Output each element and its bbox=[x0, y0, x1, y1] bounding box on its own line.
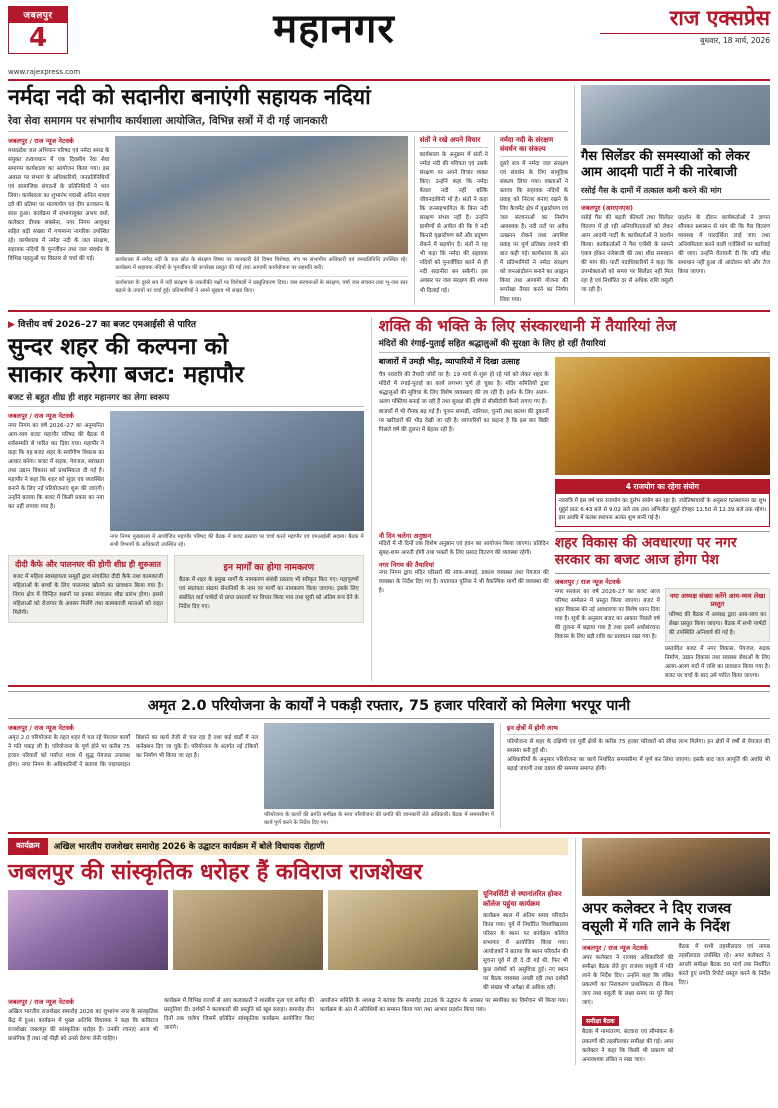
top-right-byline: जबलपुर (आरएनएस) bbox=[581, 203, 633, 212]
collector-text-2: बैठक में नामांतरण, बंटवारा एवं सीमांकन के प्रकरणों की तहसीलवार समीक्षा की गई। अपर कलेक्टर ने कहा कि किसी भी प्रकरण को अनावश्यक लंबित न रखा जाए। bbox=[582, 1029, 674, 1063]
shakti-text-1: चैत्र नवरात्रि की तैयारी जोरों पर है। 19 मार्च से शुरू हो रहे पर्व को लेकर शहर के मंदिरों में रंगाई-पुताई का कार्य लगभग पूर्ण हो चुका है। मंदिर समितियों द्वारा श्रद्धालुओं की सुविधा के लिए विशेष व्यवस्थाएं की जा रही हैं। दर्शन के लिए अलग-अलग पंक्तियां बनाई जा रही हैं तथा सुरक्षा की दृष्टि से सीसीटीवी कैमरे लगाए गए हैं। bbox=[378, 372, 549, 406]
city-tag: जबलपुर bbox=[8, 6, 68, 23]
lead-subhead: रेवा सेवा समागम पर संभागीय कार्यशाला आयोजित, विभिन्न सत्रों में दी गई जानकारी bbox=[8, 114, 568, 132]
lead-caption-1: कार्यशाला में नर्मदा नदी के जल स्रोत के संरक्षण विषय पर जानकारी देते विषय विशेषज्ञ, मंच पर संभागीय अधिकारी एवं जनप्रतिनिधि उपस्थित रहे। कार्यक्रम में सहायक नदियों के पुनर्जीवन की रूपरेखा प्रस्तुत की गई तथा आगामी कार्ययोजना पर सहमति बनी। bbox=[115, 256, 408, 271]
masthead-left bbox=[8, 6, 68, 54]
shakti-infobox-text: नवरात्रि में इस वर्ष चार राजयोग का दुर्लभ संयोग बन रहा है। ज्योतिषाचार्यों के अनुसार घटस्थापना का शुभ मुहूर्त प्रातः 6.43 बजे से 9.02 बजे तक तथा अभिजीत मुहूर्त दोपहर 11.50 से 12.39 बजे तक रहेगा। इस अवधि में कलश स्थापना अत्यंत शुभ मानी गई है। bbox=[558, 497, 766, 522]
budget-col-photo bbox=[110, 411, 364, 550]
lead-headline: नर्मदा नदी को सदानीरा बनाएंगी सहायक नदियां bbox=[8, 85, 371, 110]
shakti-photo bbox=[555, 357, 770, 475]
amrut-box-title: इन क्षेत्रों में होगी लाभ bbox=[507, 723, 770, 735]
shakti-infobox-title: 4 राजयोग का रहेगा संयोग bbox=[556, 480, 769, 494]
amrut-text-2: अधिकारियों के अनुसार परियोजना का कार्य निर्धारित समयसीमा में पूर्ण कर लिया जाएगा। इसके बाद जल आपूर्ति की अवधि भी बढ़ाई जाएगी तथा दबाव की समस्या समाप्त होगी। bbox=[507, 757, 770, 773]
budget-text: नगर निगम का वर्ष 2026–27 का अनुमानित आय-व्यय बजट महापौर परिषद की बैठक में सर्वसम्मति से पारित कर दिया गया। महापौर ने कहा कि यह बजट शहर के सर्वांगीण विकास का आधार बनेगा। बजट में सड़क, पेयजल, स्वच्छता तथा उद्यान विकास को प्राथमिकता दी गई है। महापौर ने कहा कि शहर को सुंदर एवं व्यवस्थित बनाने के लिए नई परियोजनाएं शुरू की जाएंगी। उन्होंने बताया कि बजट में किसी प्रकार का नया कर नहीं लगाया गया है। bbox=[8, 422, 104, 511]
shakti-extra-left bbox=[379, 531, 549, 681]
lead-columns bbox=[8, 136, 568, 305]
collector-text-3: बैठक में सभी तहसीलदार एवं नायब तहसीलदार उपस्थित रहे। अपर कलेक्टर ने अगली समीक्षा बैठक 30 मार्च तक निर्धारित करते हुए प्रगति रिपोर्ट प्रस्तुत करने के निर्देश दिए। bbox=[678, 944, 770, 987]
budget-col-text bbox=[8, 411, 104, 550]
program-side-box bbox=[483, 890, 568, 993]
collector-headline-1: अपर कलेक्टर ने दिए राजस्व bbox=[582, 900, 732, 917]
amrut-col-box bbox=[500, 723, 770, 828]
nagar-box-text: परिषद की बैठक में अध्यक्ष द्वारा आय-व्यय का लेखा प्रस्तुत किया जाएगा। बैठक में सभी पार्षदों की उपस्थिति अनिवार्य की गई है। bbox=[668, 611, 766, 636]
lead-text: मध्यप्रदेश जल अभियान परिषद एवं नर्मदा समग्र के संयुक्त तत्वावधान में एक दिवसीय रेवा सेवा समागम कार्यशाला का आयोजन किया गया। इस अवसर पर संभाग के अधिकारियों, जनप्रतिनिधियों एवं सामाजिक संगठनों के प्रतिनिधियों ने भाग लिया। कार्यशाला का शुभारंभ पद्मश्री अनिल माधव दवे की प्रतिमा पर माल्यार्पण एवं दीप प्रज्वलन के साथ हुआ। कार्यक्रम में संभागायुक्त अभय वर्मा, कलेक्टर दीपक सक्सेना, नगर निगम आयुक्त सहित बड़ी संख्या में गणमान्य नागरिक उपस्थित रहे। कार्यशाला में नर्मदा नदी के जल संरक्षण, सहायक नदियों के पुनर्जीवन तथा जल संवर्धन के विभिन्न पहलुओं पर विस्तार से चर्चा की गई। bbox=[8, 147, 110, 263]
budget-byline: जबलपुर / राज न्यूज नेटवर्क bbox=[8, 411, 74, 420]
masthead-divider bbox=[8, 79, 770, 81]
budget-subhead: बजट से बहुत शीघ्र ही शहर महानगर का लेगा स्वरूप bbox=[8, 392, 364, 407]
shakti-text-4: नगर निगम द्वारा मंदिर परिसरों की साफ-सफाई, प्रकाश व्यवस्था तथा पेयजल की व्यवस्था के निर्देश दिए गए हैं। यातायात पुलिस ने भी वैकल्पिक मार्गों की व्यवस्था की है। bbox=[378, 569, 549, 595]
top-right-text-1: रसोई गैस की बढ़ती कीमतों तथा सिलेंडर वितरण में हो रही अनियमितताओं को लेकर आम आदमी पार्टी के कार्यकर्ताओं ने प्रदर्शन किया। कार्यकर्ताओं ने गैस एजेंसी के सामने एकत्र होकर नारेबाजी की तथा शीघ्र समाधान की मांग की। पार्टी पदाधिकारियों ने कहा कि उपभोक्ताओं को समय पर सिलेंडर नहीं मिल रहा है एवं निर्धारित दर से अधिक राशि वसूली जा रही है। bbox=[581, 214, 673, 293]
collector-byline: जबलपुर / राज न्यूज नेटवर्क bbox=[582, 944, 648, 953]
shakti-story bbox=[371, 317, 770, 682]
nagar-text-2: प्रस्तावित बजट में नगर विकास, पेयजल, सड़क निर्माण, उद्यान विकास तथा स्वास्थ्य सेवाओं के लिए अलग-अलग मदों में राशि का प्रावधान किया गया है। बजट पर चर्चा के बाद उसे पारित किया जाएगा। bbox=[664, 645, 770, 679]
nagar-box-title: नया अध्यक्ष संख्या करेंगे आय-व्यय लेखा प्रस्तुत bbox=[669, 591, 766, 609]
amrut-text-1: अमृत 2.0 परियोजना के तहत शहर में चल रहे पेयजल कार्यों ने गति पकड़ ली है। परियोजना के पूर्ण होने पर करीब 75 हजार परिवारों को पर्याप्त मात्रा में शुद्ध पेयजल उपलब्ध होगा। नगर निगम के अधिकारियों ने बताया कि पाइपलाइन बिछाने का कार्य तेजी से चल रहा है तथा कई वार्डों में नल कनेक्शन दिए जा चुके हैं। परियोजना के अंतर्गत नई टंकियों का निर्माण भी किया जा रहा है। bbox=[8, 735, 258, 769]
budget-kicker-text: वित्तीय वर्ष 2026–27 का बजट एमआईसी से पारित bbox=[18, 319, 197, 330]
program-side-text: कार्यक्रम स्थल में अंतिम समय परिवर्तन किया गया। पूर्व में निर्धारित विश्वविद्यालय परिसर के स्थान पर कार्यक्रम कॉलेज सभागार में आयोजित किया गया। आयोजकों ने बताया कि स्थान परिवर्तन की सूचना पूर्व में ही दे दी गई थी, फिर भी कुछ दर्शकों को असुविधा हुई। नए स्थान पर बैठक व्यवस्था अच्छी रही तथा दर्शकों की संख्या भी अपेक्षा से अधिक रही। bbox=[483, 912, 568, 991]
program-tag: कार्यक्रम bbox=[8, 838, 48, 855]
collector-photo bbox=[582, 838, 770, 896]
shakti-kicker: बाजारों में उमड़ी भीड़, व्यापारियों में दिखा उत्साह bbox=[378, 356, 520, 366]
budget-box-left bbox=[8, 555, 168, 623]
top-right-story bbox=[574, 85, 770, 305]
nagar-byline: जबलपुर / राज न्यूज नेटवर्क bbox=[554, 577, 621, 586]
budget-story bbox=[8, 317, 364, 682]
top-right-subhead: रसोई गैस के दामों में तत्काल कमी करने की मांग bbox=[581, 185, 722, 195]
collector-headline-2: वसूली में गति लाने के निर्देश bbox=[582, 919, 730, 936]
amrut-photo bbox=[264, 723, 494, 809]
masthead-right bbox=[600, 6, 770, 46]
amrut-story bbox=[8, 691, 770, 828]
program-text-3: आयोजन समिति के अध्यक्ष ने बताया कि समारोह 2026 के उद्घाटन के अवसर पर स्मारिका का विमोचन भी किया गया। कार्यक्रम के अंत में अतिथियों का सम्मान किया गया तथा आभार प्रदर्शन किया गया। bbox=[320, 998, 568, 1014]
lead-box-1-text: कार्यशाला के अनुक्रम में संतों ने नर्मदा नदी की पवित्रता एवं उसके संरक्षण पर अपने विचार व्यक्त किए। उन्होंने कहा कि नर्मदा केवल नदी नहीं बल्कि जीवनदायिनी माँ है। संतों ने कहा कि जनसहभागिता के बिना नदी संरक्षण संभव नहीं है। उन्होंने ग्रामीणों से अपील की कि वे नदी किनारे वृक्षारोपण करें और प्रदूषण रोकने में सहयोग दें। संतों ने यह भी कहा कि नर्मदा की सहायक नदियों को पुनर्जीवित करने से ही नदी सदानीरा बन सकेगी। इस अवसर पर जल संरक्षण की शपथ भी दिलाई गई। bbox=[419, 151, 488, 294]
top-right-headline: गैस सिलेंडर की समस्याओं को लेकर आम आदमी पार्टी ने की नारेबाजी bbox=[581, 149, 750, 181]
budget-box-right bbox=[174, 555, 364, 623]
program-photo-strip bbox=[8, 890, 568, 993]
budget-box-left-text: बजट में महिला स्वसहायता समूहों द्वारा संचालित दीदी कैफे तथा कामकाजी महिलाओं के बच्चों के लिए पालनघर खोलने का प्रावधान किया गया है। निगम क्षेत्र में चिन्हित स्थानों पर इनका संचालन शीघ्र प्रारंभ होगा। इससे महिलाओं को रोजगार के अवसर मिलेंगे तथा कामकाजी माताओं को राहत मिलेगी। bbox=[13, 573, 163, 616]
lead-col-1 bbox=[8, 136, 109, 305]
page-title: महानगर bbox=[273, 6, 395, 52]
amrut-col-1 bbox=[8, 723, 258, 828]
amrut-caption: परियोजना के कार्यों की प्रगति समीक्षा के साथ परियोजना की प्रगति की जानकारी लेते अधिकारी। बैठक में समयसीमा में कार्य पूर्ण करने के निर्देश दिए गए। bbox=[264, 812, 494, 826]
lead-box-2-text: दूसरे सत्र में नर्मदा जल संरक्षण एवं संवर्धन के लिए सामूहिक संकल्प लिया गया। वक्ताओं ने बताया कि सहायक नदियों के प्रवाह को निरंतर बनाए रखने के लिए कैचमेंट क्षेत्र में वृक्षारोपण एवं जल संरचनाओं का निर्माण आवश्यक है। नदी तटों पर अवैध उत्खनन रोकने तथा अपशिष्ट प्रवाह पर पूर्ण प्रतिबंध लगाने की बात कही गई। कार्यशाला के अंत में प्रतिभागियों ने नर्मदा संरक्षण को जनआंदोलन बनाने का आह्वान किया तथा आगामी योजना की रूपरेखा तैयार करने का निर्णय लिया गया। bbox=[499, 160, 569, 303]
top-right-text-2: प्रदर्शन के दौरान कार्यकर्ताओं ने ज्ञापन सौंपकर प्रशासन से मांग की कि गैस वितरण व्यवस्था में पारदर्शिता लाई जाए तथा अनियमितता करने वाली एजेंसियों पर कार्रवाई की जाए। उन्होंने चेतावनी दी कि यदि शीघ्र समाधान नहीं हुआ तो आंदोलन को और तेज किया जाएगा। bbox=[678, 214, 770, 275]
lead-box-2 bbox=[494, 136, 568, 305]
brand-name: राज एक्सप्रेस bbox=[669, 6, 770, 30]
budget-box-right-title: इन मार्गों का होगा नामकरण bbox=[223, 562, 315, 573]
program-story bbox=[8, 838, 568, 1065]
program-photo-2 bbox=[173, 890, 323, 970]
amrut-box-text: परियोजना से शहर के दक्षिणी एवं पूर्वी क्षेत्रों के करीब 75 हजार परिवारों को सीधा लाभ मिलेगा। इन क्षेत्रों में वर्षों से पेयजल की समस्या बनी हुई थी। bbox=[507, 739, 770, 755]
lead-box-2-title: नर्मदा नदी के संरक्षण संवर्धन का संकल्प bbox=[500, 136, 568, 157]
program-photo-1 bbox=[8, 890, 168, 970]
amrut-headline: अमृत 2.0 परियोजना के कार्यों ने पकड़ी रफ्तार, 75 हजार परिवारों को मिलेगा भरपूर पानी bbox=[8, 691, 770, 719]
amrut-byline: जबलपुर / राज न्यूज नेटवर्क bbox=[8, 724, 74, 733]
collector-text-1: अपर कलेक्टर ने राजस्व अधिकारियों की समीक्षा बैठक लेते हुए राजस्व वसूली में गति लाने के निर्देश दिए। उन्होंने कहा कि लंबित प्रकरणों का निराकरण प्राथमिकता से किया जाए तथा वसूली के लक्ष्य समय पर पूरे किए जाएं। bbox=[582, 955, 674, 1007]
program-text-1: अखिल भारतीय राजशेखर समारोह 2026 का शुभारंभ नगर के सांस्कृतिक केंद्र में हुआ। कार्यक्रम में मुख्य अतिथि विधायक ने कहा कि कविराज राजशेखर जबलपुर की सांस्कृतिक धरोहर हैं। उनकी रचनाएं आज भी प्रासंगिक हैं तथा नई पीढ़ी को उनसे प्रेरणा लेनी चाहिए। bbox=[8, 1009, 158, 1043]
nagar-budget-story bbox=[555, 531, 770, 681]
budget-box-left-title: दीदी कैफे और पालनघर की होगी शीघ्र ही शुरुआत bbox=[15, 559, 161, 569]
program-side-title: यूनिवर्सिटी से स्थानांतरित होकर कॉलेज पहुंचा कार्यक्रम bbox=[483, 890, 562, 908]
budget-headline-2: साकार करेगा बजट: महापौर bbox=[8, 361, 244, 388]
nagar-headline-2: सरकार का बजट आज होगा पेश bbox=[554, 552, 719, 569]
program-bar: अखिल भारतीय राजशेखर समारोह 2026 के उद्घाटन कार्यक्रम में बोले विधायक रोहाणी bbox=[48, 838, 568, 855]
page-number: 4 bbox=[8, 23, 68, 54]
shakti-headline: शक्ति की भक्ति के लिए संस्कारधानी में तैयारियां तेज bbox=[378, 316, 677, 335]
shakti-sub-3: नगर निगम की तैयारियां bbox=[378, 560, 434, 569]
nagar-headline-1: शहर विकास की अवधारणा पर नगर bbox=[554, 534, 737, 551]
shakti-col-photo bbox=[555, 357, 770, 527]
program-text-2: कार्यक्रम में विभिन्न राज्यों से आए कलाकारों ने शास्त्रीय नृत्य एवं संगीत की प्रस्तुतियां दीं। दर्शकों ने कलाकारों की प्रस्तुति को खूब सराहा। समारोह तीन दिनों तक चलेगा जिसमें प्रतिदिन सांस्कृतिक कार्यक्रम आयोजित किए जाएंगे। bbox=[164, 998, 314, 1032]
shakti-subhead: मंदिरों की रंगाई-पुताई सहित श्रद्धालुओं की सुरक्षा के लिए हो रहीं तैयारियां bbox=[379, 338, 770, 353]
top-section bbox=[8, 85, 770, 305]
masthead-center bbox=[68, 6, 600, 52]
middle-section bbox=[8, 317, 770, 682]
lead-col-2 bbox=[115, 136, 407, 305]
website-url[interactable]: www.rajexpress.com bbox=[8, 68, 81, 76]
program-section bbox=[8, 838, 770, 1065]
budget-kicker: ▶ वित्तीय वर्ष 2026–27 का बजट एमआईसी से पारित bbox=[8, 319, 197, 330]
shakti-text-2: बाजारों में भी रौनक बढ़ गई है। पूजन सामग्री, नारियल, चुनरी तथा कलश की दुकानों पर खरीदारों की भीड़ देखी जा रही है। व्यापारियों का कहना है कि इस बार बिक्री पिछले वर्ष की तुलना में बेहतर रही है। bbox=[378, 408, 549, 433]
status-badge: समीक्षा बैठक bbox=[582, 1016, 619, 1026]
program-headline: जबलपुर की सांस्कृतिक धरोहर हैं कविराज राजशेखर bbox=[8, 859, 423, 885]
shakti-text-3: मंदिरों में नौ दिनों तक विशेष अनुष्ठान एवं हवन का आयोजन किया जाएगा। प्रतिदिन सुबह-शाम आरती होगी तथा भक्तों के लिए प्रसाद वितरण की व्यवस्था रहेगी। bbox=[378, 540, 549, 556]
collector-story bbox=[575, 838, 770, 1065]
top-right-photo bbox=[581, 85, 770, 145]
amrut-col-photo bbox=[264, 723, 494, 828]
lead-photo-main bbox=[115, 136, 407, 254]
lead-caption-2: कार्यशाला के दूसरे सत्र में नदी संरक्षण के तकनीकी पक्षों पर विशेषज्ञों ने प्रस्तुतिकरण दिया। जल संरचनाओं के संरक्षण, वर्षा जल संचयन तथा भू-जल स्तर बढ़ाने के उपायों पर चर्चा हुई। प्रतिभागियों ने अपने सुझाव भी साझा किए। bbox=[115, 276, 407, 296]
lead-box-1 bbox=[414, 136, 488, 305]
lead-byline: जबलपुर / राज न्यूज नेटवर्क bbox=[8, 136, 74, 145]
budget-box-right-text: बैठक में शहर के प्रमुख मार्गों के नामकरण संबंधी प्रस्ताव भी स्वीकृत किए गए। महापुरुषों एवं स्वतंत्रता संग्राम सेनानियों के नाम पर मार्गों का नामकरण किया जाएगा। इसके लिए संबंधित वार्ड पार्षदों से प्राप्त प्रस्तावों पर विचार किया गया तथा सूची को अंतिम रूप देने के निर्देश दिए गए। bbox=[179, 576, 359, 610]
shakti-infobox bbox=[555, 479, 770, 527]
nagar-text-1: नगर सरकार का वर्ष 2026-27 का बजट आज परिषद सम्मेलन में प्रस्तुत किया जाएगा। बजट में शहर विकास की नई अवधारणा पर विशेष ध्यान दिया गया है। सूत्रों के अनुसार बजट का आकार पिछले वर्ष की तुलना में बढ़ाया गया है तथा इसमें अधोसंरचना विकास के लिए बड़ी राशि का प्रावधान रखा गया है। bbox=[554, 588, 660, 641]
budget-photo bbox=[110, 411, 364, 531]
brand-date: बुधवार, 18 मार्च, 2026 bbox=[600, 33, 770, 46]
budget-headline-1: सुन्दर शहर की कल्पना को bbox=[8, 333, 229, 360]
lead-box-1-title: संतों ने रखे अपने विचार bbox=[420, 136, 488, 148]
budget-caption: नगर निगम मुख्यालय में आयोजित महापौर परिषद की बैठक में बजट प्रस्ताव पर चर्चा करते महापौर एवं एमआईसी सदस्य। बैठक में सभी विभागों के अधिकारी उपस्थित रहे। bbox=[110, 533, 364, 548]
program-byline: जबलपुर / राज न्यूज नेटवर्क bbox=[8, 998, 74, 1007]
shakti-sub-2: नौ दिन चलेगा अनुष्ठान bbox=[378, 531, 432, 540]
masthead bbox=[8, 6, 770, 68]
program-photo-3 bbox=[328, 890, 478, 970]
lead-story bbox=[8, 85, 568, 305]
shakti-col-text bbox=[379, 357, 549, 527]
